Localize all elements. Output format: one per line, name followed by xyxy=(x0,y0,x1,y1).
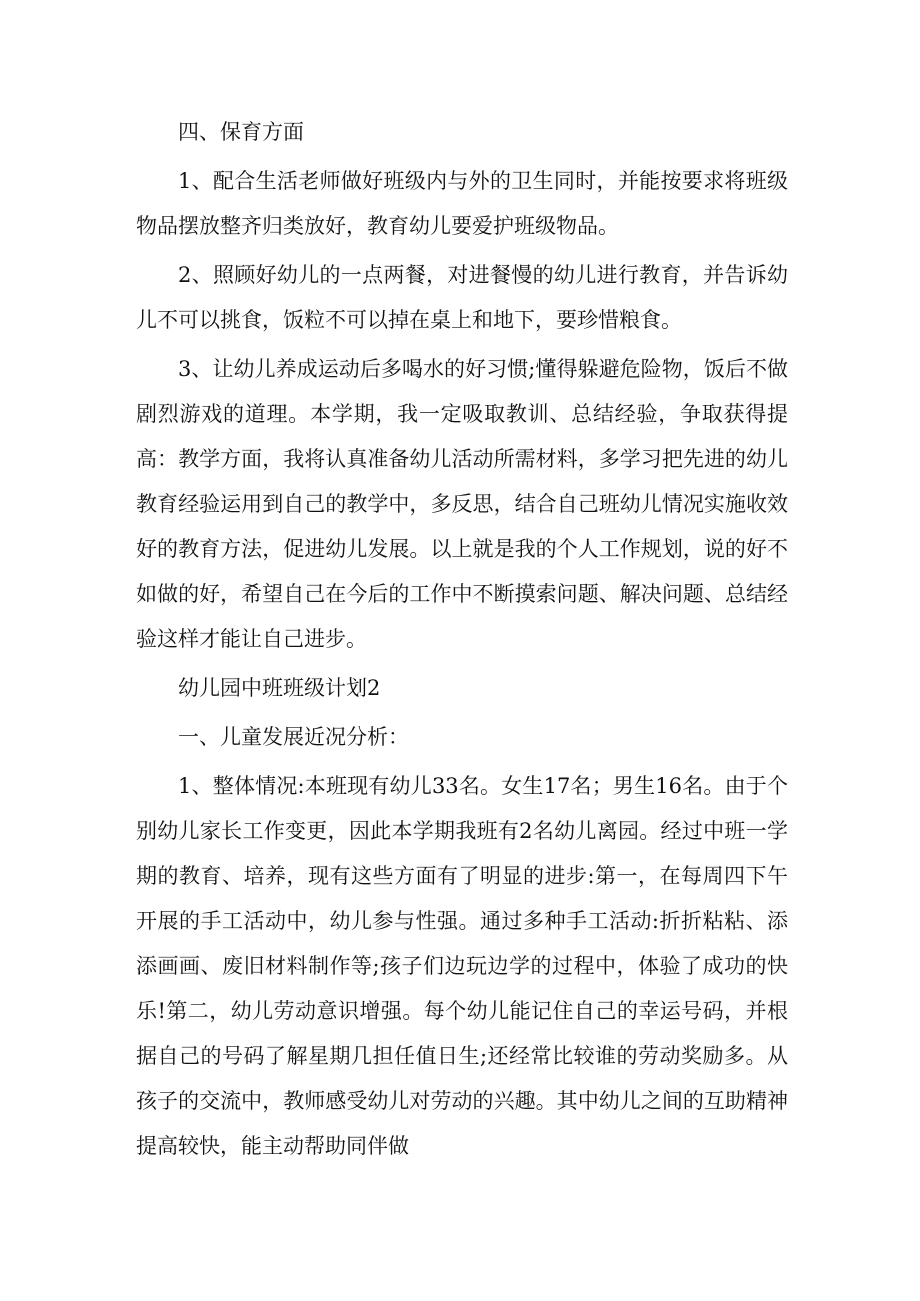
section-heading-analysis: 一、儿童发展近况分析： xyxy=(178,725,409,749)
paragraph-hygiene: 1、配合生活老师做好班级内与外的卫生同时，并能按要求将班级物品摆放整齐归类放好，教育幼儿要爱护班级物品。 xyxy=(136,169,788,238)
plan-title: 幼儿园中班班级计划2 xyxy=(178,676,381,700)
document-body xyxy=(136,110,788,1169)
paragraph-meals: 2、照顾好幼儿的一点两餐，对进餐慢的幼儿进行教育，并告诉幼儿不可以挑食，饭粒不可以掉在桌上和地下，要珍惜粮食。 xyxy=(136,263,788,332)
section-heading-childcare: 四、保育方面 xyxy=(178,120,304,144)
paragraph-habits-summary: 3、让幼儿养成运动后多喝水的好习惯;懂得躲避危险物，饭后不做剧烈游戏的道理。本学期，我一定吸取教训、总结经验，争取获得提高：教学方面，我将认真准备幼儿活动所需材料，多学习把先进的幼儿教育经验运用到自己的教学中，多反思，结合自己班幼儿情况实施收效好的教育方法，促进幼儿发展。以上就是我的个人工作规划，说的好不如做的好，希望自己在今后的工作中不断摸索问题、解决问题、总结经验这样才能让自己进步。 xyxy=(136,357,788,651)
paragraph-overall-situation: 1、整体情况:本班现有幼儿33名。女生17名；男生16名。由于个别幼儿家长工作变更，因此本学期我班有2名幼儿离园。经过中班一学期的教育、培养，现有这些方面有了明显的进步:第一，在每周四下午开展的手工活动中，幼儿参与性强。通过多种手工活动:折折粘粘、添添画画、废旧材料制作等;孩子们边玩边学的过程中，体验了成功的快乐!第二，幼儿劳动意识增强。每个幼儿能记住自己的幸运号码，并根据自己的号码了解星期几担任值日生;还经常比较谁的劳动奖励多。从孩子的交流中，教师感受幼儿对劳动的兴趣。其中幼儿之间的互助精神提高较快，能主动帮助同伴做 xyxy=(136,774,788,1158)
